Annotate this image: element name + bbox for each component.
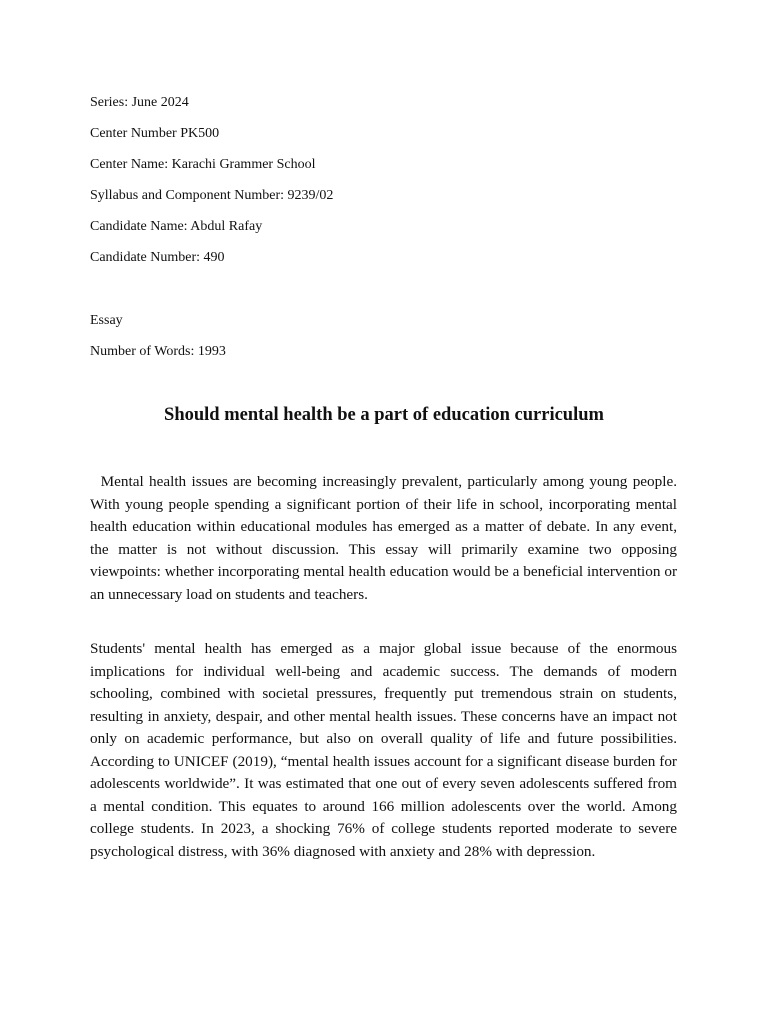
essay-label: Essay [90, 313, 123, 328]
word-count-line: Number of Words: 1993 [90, 344, 226, 359]
series-line: Series: June 2024 [90, 95, 189, 110]
center-name-line: Center Name: Karachi Grammer School [90, 157, 316, 172]
essay-title: Should mental health be a part of education curriculum [164, 405, 604, 425]
essay-paragraph-1: Mental health issues are becoming increasingly prevalent, particularly among young people. With young people spending a significant portion of their life in school, incorporating mental health education within educational modules has emerged as a matter of debate. In any event, the matter is not without discussion. This essay will primarily examine two opposing viewpoints: whether incorporating mental health education would be a beneficial intervention or an unnecessary load on students and teachers. [90, 473, 677, 603]
candidate-number-line: Candidate Number: 490 [90, 250, 225, 265]
candidate-name-line: Candidate Name: Abdul Rafay [90, 219, 263, 234]
center-number-line: Center Number PK500 [90, 126, 220, 141]
syllabus-line: Syllabus and Component Number: 9239/02 [90, 188, 334, 203]
essay-paragraph-2: Students' mental health has emerged as a major global issue because of the enormous implications for individual well-being and academic success. The demands of modern schooling, combined with societal pressures, frequently put tremendous strain on students, resulting in anxiety, despair, and other mental health issues. These concerns have an impact not only on academic performance, but also on overall quality of life and future possibilities. According to UNICEF (2019), “mental health issues account for a significant disease burden for adolescents worldwide”. It was estimated that one out of every seven adolescents suffered from a mental condition. This equates to around 166 million adolescents over the world. Among college students. In 2023, a shocking 76% of college students reported moderate to severe psychological distress, with 36% diagnosed with anxiety and 28% with depression. [90, 640, 677, 860]
